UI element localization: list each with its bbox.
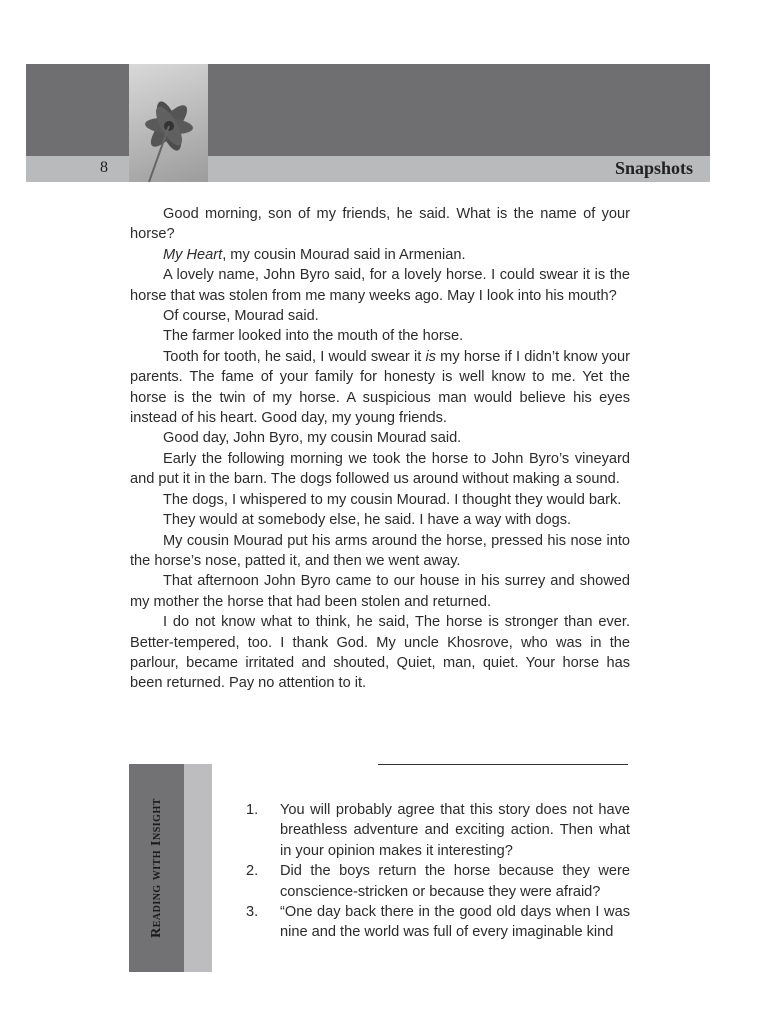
question-text: You will probably agree that this story does not have breathless adventure and exciting action. Then what in your opinion makes it interesting?: [280, 802, 630, 859]
question-list: [246, 800, 630, 943]
question-text: “One day back there in the good old days when I was nine and the world was full of every imaginable kind: [280, 904, 630, 941]
paragraph: Tooth for tooth, he said, I would swear it is my horse if I didn’t know your parents. The fame of your family for honesty is well know to me. Yet the horse is the twin of my horse. A suspicious man would believe his eyes instead of his heart. Good day, my young friends.: [130, 348, 630, 427]
flower-icon: [129, 64, 208, 182]
paragraph: The dogs, I whispered to my cousin Mourad. I thought they would bark.: [163, 491, 622, 508]
flower-photo: [129, 64, 208, 182]
question-number: 3.: [246, 904, 259, 921]
question-text: Did the boys return the horse because they were conscience-stricken or because they were afraid?: [280, 863, 630, 900]
question-number: 2.: [246, 863, 259, 880]
paragraph: The farmer looked into the mouth of the horse.: [163, 328, 464, 345]
paragraph: That afternoon John Byro came to our house in his surrey and showed my mother the horse that had been stolen and returned.: [130, 573, 630, 610]
paragraph: Early the following morning we took the horse to John Byro’s vineyard and put it in the barn. The dogs followed us around without making a sound.: [130, 450, 630, 488]
question-item: [246, 902, 630, 943]
page-number: 8: [100, 159, 108, 176]
paragraph: A lovely name, John Byro said, for a lovely horse. I could swear it is the horse that was stolen from me many weeks ago. May I look into his mouth?: [130, 267, 630, 304]
paragraph: They would at somebody else, he said. I have a way with dogs.: [163, 512, 572, 529]
paragraph: Of course, Mourad said.: [163, 308, 319, 325]
running-title: Snapshots: [614, 158, 693, 178]
paragraph: My Heart, my cousin Mourad said in Armenian.: [163, 246, 466, 263]
section-label-wrap: [130, 764, 184, 972]
paragraph: Good day, John Byro, my cousin Mourad said.: [163, 430, 462, 447]
story-text: [130, 204, 630, 694]
paragraph: I do not know what to think, he said, The horse is stronger than ever. Better-tempered, too. I thank God. My uncle Khosrove, who was in the parlour, became irritated and shouted, Quiet, man, quiet. Your horse has been returned. Pay no attention to it.: [130, 614, 630, 692]
horse-name: My Heart: [163, 246, 223, 263]
question-item: [246, 861, 630, 902]
section-label: Reading with Insight: [149, 798, 164, 938]
paragraph: My cousin Mourad put his arms around the horse, pressed his nose into the horse’s nose, patted it, and then we went away.: [130, 532, 630, 569]
question-item: [246, 800, 630, 861]
paragraph: Good morning, son of my friends, he said. What is the name of your horse?: [130, 206, 630, 243]
section-tab-light: [184, 764, 212, 972]
emphasis-is: is: [425, 348, 436, 365]
section-divider: [378, 764, 628, 765]
question-number: 1.: [246, 802, 259, 818]
